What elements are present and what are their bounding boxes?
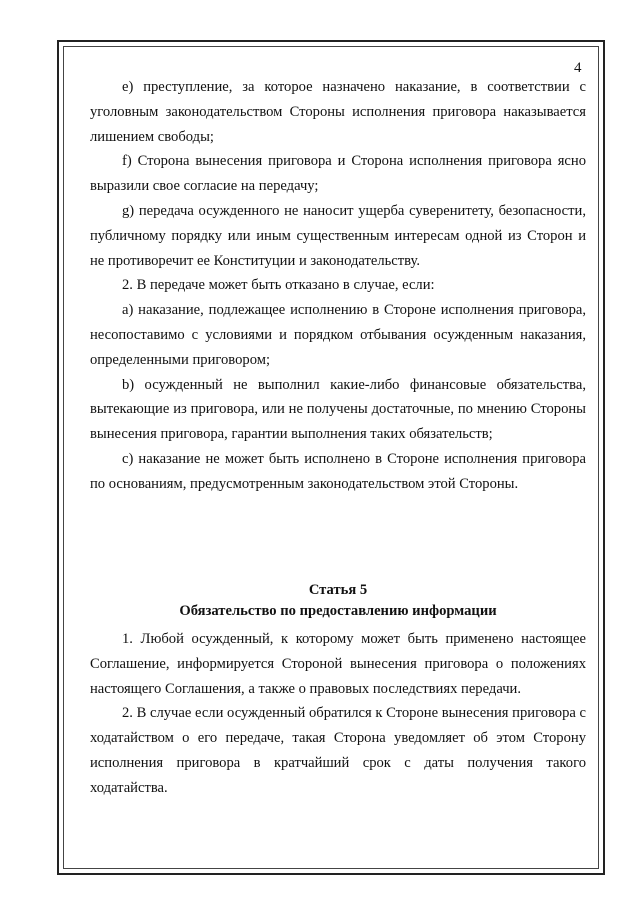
paragraph-item-g: g) передача осужденного не наносит ущерба суверенитету, безопасности, публичному порядку или иным существенным интересам одной из Сторон и не противоречит ее Конституции и законодательству. <box>90 202 586 269</box>
paragraph-refusal-intro: 2. В передаче может быть отказано в случае, если: <box>122 277 435 294</box>
paragraph-item-e: е) преступление, за которое назначено наказание, в соответствии с уголовным законодательством Стороны исполнения приговора наказывается лишением свободы; <box>90 79 586 145</box>
article-title: Обязательство по предоставлению информации <box>179 603 497 619</box>
article-number: Статья 5 <box>308 582 368 598</box>
paragraph-item-b: b) осужденный не выполнил какие-либо финансовые обязательства, вытекающие из приговора, или не получены достаточные, по мнению Стороны вынесения приговора, гарантии выполнения таких обязательств; <box>90 376 586 443</box>
article-body <box>90 627 586 801</box>
paragraph-item-a: а) наказание, подлежащее исполнению в Стороне исполнения приговора, несопоставимо с условиями и порядком отбывания осужденным наказания, определенными приговором; <box>90 302 586 368</box>
article-heading <box>90 580 586 622</box>
paragraph-item-c: с) наказание не может быть исполнено в Стороне исполнения приговора по основаниям, предусмотренным законодательством этой Стороны. <box>90 450 586 492</box>
page-number: 4 <box>574 60 582 76</box>
article-paragraph-2: 2. В случае если осужденный обратился к Стороне вынесения приговора с ходатайством о его передаче, такая Сторона уведомляет об этом Сторону исполнения приговора в кратчайший срок с даты получения такого ходатайства. <box>90 705 586 796</box>
document-body <box>90 75 586 497</box>
article-paragraph-1: 1. Любой осужденный, к которому может быть применено настоящее Соглашение, информируется Стороной вынесения приговора о положениях настоящего Соглашения, а также о правовых последствиях передачи. <box>90 631 586 697</box>
paragraph-item-f: f) Сторона вынесения приговора и Сторона исполнения приговора ясно выразили свое согласие на передачу; <box>90 153 586 195</box>
